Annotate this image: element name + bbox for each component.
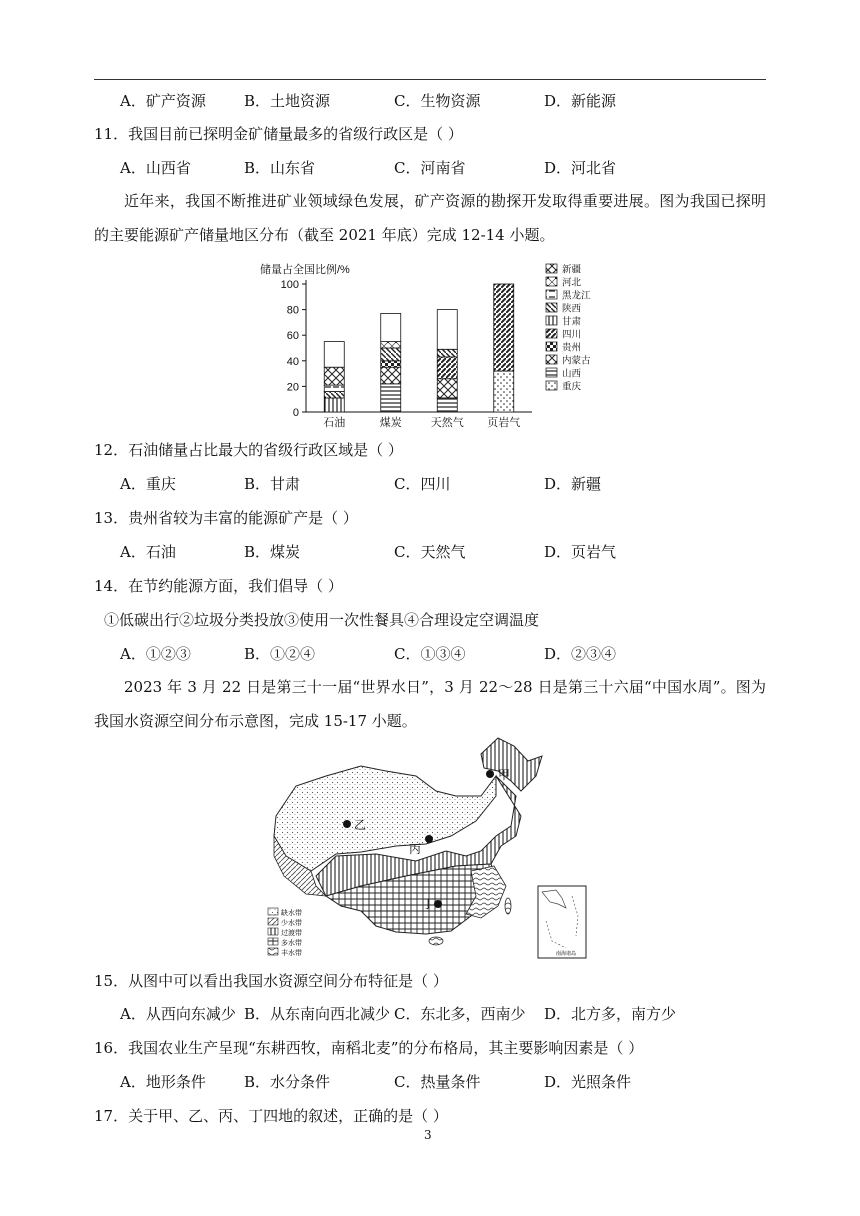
q12-stem: 12．石油储量占比最大的省级行政区域是（ ） [94,441,403,459]
q14-items: ①低碳出行②垃圾分类投放③使用一次性餐具④合理设定空调温度 [104,611,540,629]
chart-category-label: 石油 [323,417,346,429]
svg-text:多水带: 多水带 [281,940,302,947]
q10-option-d[interactable]: D．新能源 [544,92,617,110]
chart-legend-label: 陕西 [562,303,582,315]
chart-bar-segment [494,371,514,412]
q10-option-c[interactable]: C．生物资源 [394,92,481,110]
header-rule [94,79,766,80]
chart-bar-segment [437,398,457,412]
chart-category-label: 煤炭 [379,417,402,429]
chart-legend-swatch [546,381,557,390]
chart-legend-swatch [546,342,557,351]
q11-stem: 11．我国目前已探明金矿储量最多的省级行政区是（ ） [94,125,463,143]
chart-legend-label: 山西 [562,368,582,380]
chart-bar-segment [324,392,344,398]
q17-stem: 17．关于甲、乙、丙、丁四地的叙述，正确的是（ ） [94,1107,448,1125]
chart-bar-segment [381,348,401,361]
energy-reserves-chart [256,258,616,430]
chart-legend-label: 河北 [562,277,582,289]
map-point-ding [434,900,442,908]
chart-legend-label: 黑龙江 [562,290,591,302]
chart-bar-segment [324,385,344,391]
q16-option-a[interactable]: A．地形条件 [120,1073,206,1091]
q16-option-c[interactable]: C．热量条件 [394,1073,481,1091]
q15-option-a[interactable]: A．从西向东减少 [120,1005,236,1023]
chart-legend-swatch [546,329,557,338]
intro-12-14: 近年来，我国不断推进矿业领域绿色发展，矿产资源的勘探开发取得重要进展。图为我国已探明的主要能源矿产储量地区分布（截至 2021 年底）完成 12-14 小题。 [94,192,766,244]
svg-text:南海诸岛: 南海诸岛 [555,951,577,957]
map-label-yi: 乙 [354,818,367,832]
chart-ytick-label: 20 [286,381,299,394]
chart-bar-segment [437,379,457,398]
q13-option-a[interactable]: A．石油 [120,543,176,561]
svg-text:少水带: 少水带 [281,920,302,927]
q16-option-d[interactable]: D．光照条件 [544,1073,632,1091]
map-hainan-island [429,937,443,945]
chart-ytick-label: 80 [286,304,299,317]
chart-legend-swatch [546,264,557,273]
chart-legend-swatch [546,290,557,299]
q14-option-d[interactable]: D．②③④ [544,645,617,663]
chart-legend-label: 新疆 [562,264,582,276]
chart-ytick-label: 60 [286,330,299,343]
svg-text:丰水带: 丰水带 [281,950,302,957]
map-point-bing [425,835,433,843]
chart-category-label: 页岩气 [487,417,521,429]
q12-option-a[interactable]: A．重庆 [120,475,176,493]
map-label-jia: 甲 [498,768,511,782]
chart-legend-swatch [546,316,557,325]
q13-option-c[interactable]: C．天然气 [394,543,466,561]
q11-option-a[interactable]: A．山西省 [120,159,191,177]
chart-bar-segment [381,342,401,348]
chart-legend-label: 重庆 [562,381,582,393]
svg-text:缺水带: 缺水带 [281,910,302,917]
chart-bar-segment [494,284,514,371]
chart-legend-swatch [546,303,557,312]
chart-ylabel: 储量占全国比例/% [260,264,350,276]
map-legend [268,908,302,957]
chart-ytick-label: 0 [292,407,299,419]
q10-option-b[interactable]: B．土地资源 [244,92,331,110]
map-label-ding: 丁 [422,897,435,911]
chart-bar-segment [381,361,401,367]
water-resources-map [266,736,592,960]
q15-stem: 15．从图中可以看出我国水资源空间分布特征是（ ） [94,972,448,990]
chart-bar-segment [324,398,344,412]
chart-bar-other-segment [381,313,401,341]
q14-stem: 14．在节约能源方面，我们倡导（ ） [94,577,343,595]
chart-bar-other-segment [324,342,344,368]
chart-bar-segment [437,349,457,357]
q11-option-b[interactable]: B．山东省 [244,159,316,177]
q15-option-c[interactable]: C．东北多，西南少 [394,1005,526,1023]
chart-bar-segment [324,367,344,385]
q15-option-b[interactable]: B．从东南向西北减少 [244,1005,391,1023]
chart-legend-swatch [546,355,557,364]
q10-option-a[interactable]: A．矿产资源 [120,92,206,110]
q15-option-d[interactable]: D．北方多，南方少 [544,1005,677,1023]
chart-legend-label: 四川 [562,329,582,341]
q12-option-d[interactable]: D．新疆 [544,475,602,493]
map-label-bing: 丙 [409,842,422,856]
svg-text:过渡带: 过渡带 [281,930,302,937]
chart-category-label: 天然气 [430,417,464,429]
chart-bar-segment [437,357,457,379]
map-taiwan-island [505,898,511,914]
q16-option-b[interactable]: B．水分条件 [244,1073,331,1091]
page-number: 3 [424,1128,432,1142]
chart-legend-label: 甘肃 [562,316,582,328]
q14-option-b[interactable]: B．①②④ [244,645,316,663]
q13-option-b[interactable]: B．煤炭 [244,543,301,561]
chart-ytick-label: 100 [280,279,299,291]
map-point-jia [486,770,494,778]
map-point-yi [343,820,351,828]
chart-ytick-label: 40 [286,355,299,368]
q14-option-c[interactable]: C．①③④ [394,645,466,663]
chart-bar-segment [381,384,401,412]
q14-option-a[interactable]: A．①②③ [120,645,191,663]
map-south-china-sea-inset [538,886,586,958]
q13-option-d[interactable]: D．页岩气 [544,543,617,561]
intro-15-17: 2023 年 3 月 22 日是第三十一届“世界水日”，3 月 22～28 日是第三十六届“中国水周”。图为我国水资源空间分布示意图，完成 15-17 小题。 [94,678,766,730]
q12-option-c[interactable]: C．四川 [394,475,451,493]
q16-stem: 16．我国农业生产呈现“东耕西牧，南稻北麦”的分布格局，其主要影响因素是（ ） [94,1039,644,1057]
chart-legend-swatch [546,368,557,377]
q11-option-c[interactable]: C．河南省 [394,159,466,177]
q11-option-d[interactable]: D．河北省 [544,159,617,177]
q13-stem: 13．贵州省较为丰富的能源矿产是（ ） [94,509,358,527]
q12-option-b[interactable]: B．甘肃 [244,475,301,493]
chart-legend-swatch [546,277,557,286]
chart-legend-label: 内蒙古 [562,355,591,367]
chart-legend-label: 贵州 [562,342,582,354]
chart-bar-segment [381,367,401,384]
chart-bar-other-segment [437,310,457,350]
